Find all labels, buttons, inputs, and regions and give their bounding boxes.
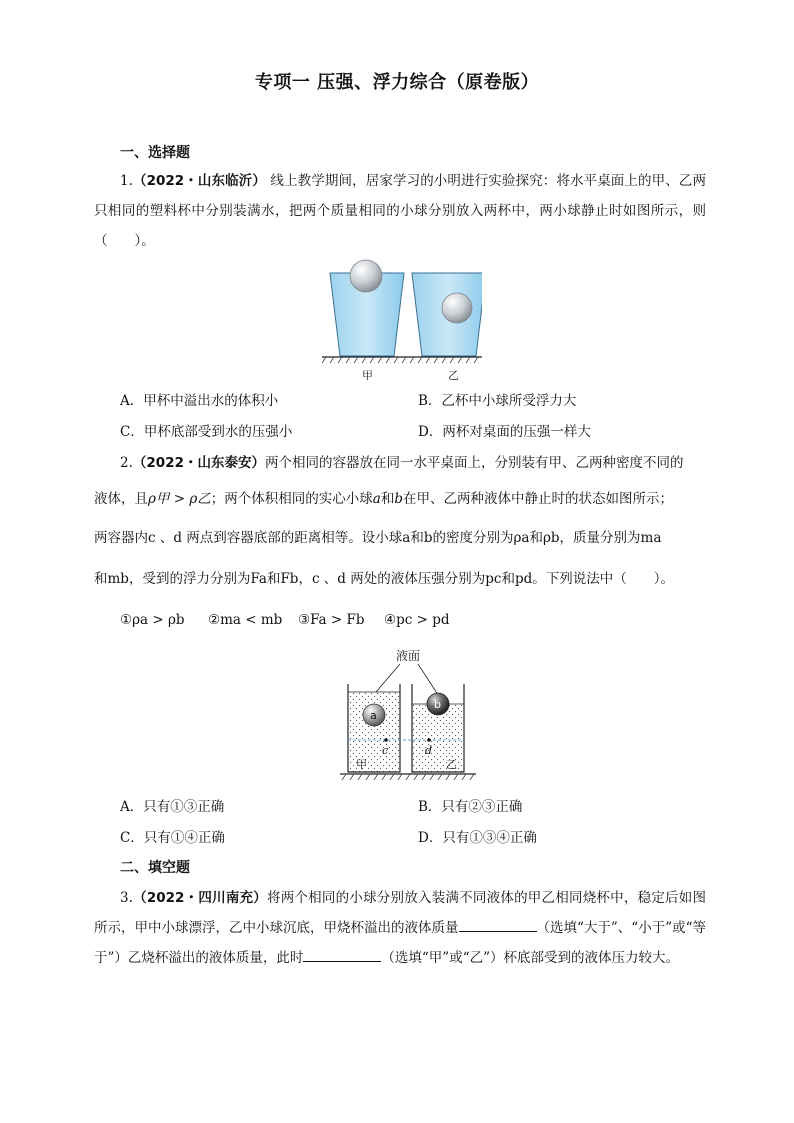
section-heading-choice: 一、选择题 — [120, 145, 190, 161]
cups-figure — [322, 258, 482, 384]
question-2-line-3: 两容器内c 、d 两点到容器底部的距离相等。设小球a和b的密度分别为ρa和ρb，质量分别为ma — [94, 530, 662, 546]
question-body: （选填“大于”、“小于”或“等于”）乙烧杯溢出的液体质量，此时 — [94, 920, 707, 966]
q2-condition-3: ③Fa > Fb — [298, 612, 365, 628]
text: 在甲、乙两种液体中静止时的状态如图所示； — [403, 491, 673, 507]
q2-condition-2: ②ma < mb — [208, 612, 283, 628]
ball-b-label: b — [434, 698, 441, 711]
question-source: （2022・四川南充） — [132, 890, 267, 906]
question-body: （选填“甲”或“乙”）杯底部受到的液体压力较大。 — [381, 950, 680, 966]
label-cup-left: 甲 — [362, 369, 373, 382]
q1-option-a[interactable]: A．甲杯中溢出水的体积小 — [120, 393, 279, 409]
q2-option-a[interactable]: A．只有①③正确 — [120, 799, 225, 815]
containers-figure — [340, 644, 476, 786]
answer-blank-1[interactable] — [459, 917, 537, 932]
question-2-line-4: 和mb，受到的浮力分别为Fa和Fb，c 、d 两处的液体压强分别为pc和pd。下列说法中（ ）。 — [94, 571, 674, 587]
q2-option-c[interactable]: C．只有①④正确 — [120, 830, 225, 846]
label-container-right: 乙 — [446, 758, 457, 771]
label-cup-right: 乙 — [448, 369, 459, 382]
point-c — [384, 738, 388, 742]
question-2-line-2 — [94, 484, 706, 514]
label-container-left: 甲 — [356, 758, 367, 771]
table-hatch — [322, 357, 478, 363]
ball-right — [442, 293, 472, 323]
text: 和 — [380, 491, 395, 507]
question-1-text — [94, 166, 706, 256]
pointer-line-left — [376, 664, 400, 692]
question-2-line-1 — [94, 448, 706, 479]
symbol-b: b — [394, 491, 403, 507]
question-body: 线上教学期间，居家学习的小明进行实验探究：将水平桌面上的甲、乙两只相同的塑料杯中分别装满水，把两个质量相同的小球分别放入两杯中，两小球静止时如图所示，则（ ）。 — [94, 173, 707, 249]
question-3-text — [94, 883, 706, 973]
q1-option-d[interactable]: D．两杯对桌面的压强一样大 — [418, 424, 591, 440]
q2-condition-4: ④pc > pd — [384, 612, 450, 628]
question-number: 3. — [120, 890, 133, 906]
q2-option-b[interactable]: B．只有②③正确 — [418, 799, 523, 815]
answer-blank-2[interactable] — [303, 947, 381, 962]
q1-option-b[interactable]: B．乙杯中小球所受浮力大 — [418, 393, 577, 409]
text: ；两个体积相同的实心小球 — [210, 491, 373, 507]
q2-option-d[interactable]: D．只有①③④正确 — [418, 830, 537, 846]
point-d — [427, 738, 431, 742]
q1-option-c[interactable]: C．甲杯底部受到水的压强小 — [120, 424, 293, 440]
question-body: 将两个相同的小球分别放入装满不同液体的甲乙相同烧杯中，稳定后如图所示，甲中小球漂浮，乙中小球沉底，甲烧杯溢出的液体质量 — [94, 890, 706, 936]
ball-a-label: a — [370, 709, 377, 722]
question-number: 2. — [120, 455, 133, 471]
density-condition: ρ甲 > ρ乙 — [148, 491, 211, 507]
question-source: （2022・山东泰安） — [132, 455, 265, 471]
text: 液体，且 — [94, 491, 148, 507]
question-body: 两个相同的容器放在同一水平桌面上，分别装有甲、乙两种密度不同的 — [264, 455, 684, 471]
question-source: （2022・山东临沂） — [132, 173, 267, 189]
question-number: 1. — [120, 173, 133, 189]
ball-left — [350, 260, 382, 292]
section-heading-fill: 二、填空题 — [120, 860, 190, 876]
page-title: 专项一 压强、浮力综合（原卷版） — [254, 72, 540, 93]
point-d-label: d — [425, 744, 433, 757]
q2-condition-1: ①ρa > ρb — [120, 612, 185, 628]
label-liquid-surface: 液面 — [396, 649, 421, 663]
symbol-a: a — [372, 491, 381, 507]
point-c-label: c — [382, 744, 389, 757]
table-hatch — [342, 774, 474, 780]
